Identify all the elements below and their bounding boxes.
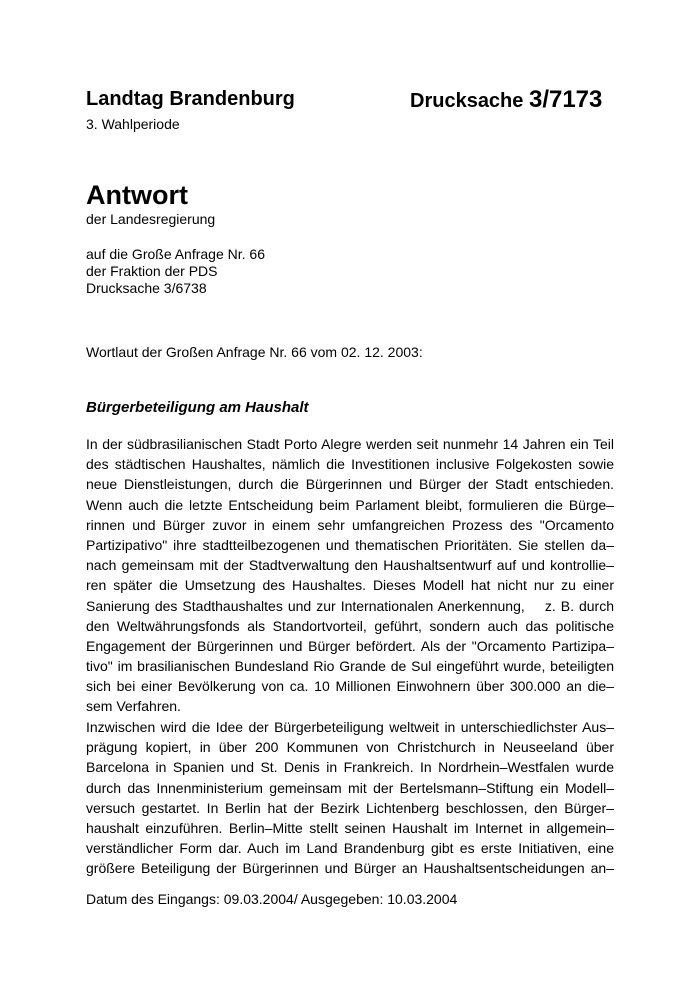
paragraph-line: Inzwischen wird die Idee der Bürgerbeteiligung weltweit in unterschiedlichster Aus– <box>86 719 614 735</box>
paragraph-line: sich bei einer Bevölkerung von ca. 10 Millionen Einwohnern über 300.000 an die– <box>86 678 614 695</box>
paragraph-line: durch das Innenministerium gemeinsam mit der Bertelsmann–Stiftung ein Modell– <box>86 779 614 796</box>
paragraph-line: des städtischen Haushaltes, nämlich die Investitionen inclusive Folgekosten sowie <box>86 456 614 473</box>
doc-line-drucksache: Drucksache 3/6738 <box>86 280 207 296</box>
paragraph-line: größere Beteiligung der Bürgerinnen und Bürger an Haushaltsentscheidungen an– <box>86 860 614 877</box>
document-type-title: Antwort <box>86 180 188 210</box>
paragraph-1 <box>86 434 614 717</box>
paragraph-line: verständlicher Form dar. Auch im Land Brandenburg gibt es erste Initiativen, eine <box>86 840 614 857</box>
paragraph-line: rinnen und Bürger zuvor in einem sehr umfangreichen Prozess des "Orcamento <box>86 516 614 533</box>
wortlaut-line: Wortlaut der Großen Anfrage Nr. 66 vom 02. 12. 2003: <box>86 344 423 360</box>
subject-heading: Bürgerbeteiligung am Haushalt <box>86 399 309 416</box>
paragraph-line: Engagement der Bürgerinnen und Bürger befördert. Als der "Orcamento Partizipa– <box>86 637 614 654</box>
paragraph-line: prägung kopiert, in über 200 Kommunen von Christchurch in Neuseeland über <box>86 739 614 756</box>
paragraph-line: tivo" im brasilianischen Bundesland Rio Grande de Sul eingeführt wurde, beteiligten <box>86 658 614 675</box>
paragraph-line: den Weltwährungsfonds als Standortvorteil, geführt, sondern auch das politische <box>86 617 614 634</box>
paragraph-line: Barcelona in Spanien und St. Denis in Frankreich. In Nordrhein–Westfalen wurde <box>86 759 614 776</box>
drucksache-heading <box>410 86 602 114</box>
paragraph-line: neue Dienstleistungen, durch die Bürgerinnen und Bürger der Stadt entschieden. <box>86 476 614 493</box>
paragraph-line: ren später die Umsetzung des Haushaltes. Dieses Modell hat nicht nur zu einer <box>86 577 614 594</box>
receipt-date-footer: Datum des Eingangs: 09.03.2004/ Ausgegeben: 10.03.2004 <box>86 891 458 907</box>
doc-line-landesregierung: der Landesregierung <box>86 211 216 227</box>
drucksache-label: Drucksache <box>410 90 529 112</box>
paragraph-line: nach gemeinsam mit der Stadtverwaltung den Haushaltsentwurf auf und kontrollie– <box>86 557 614 574</box>
paragraph-line: In der südbrasilianischen Stadt Porto Alegre werden seit nunmehr 14 Jahren ein Teil <box>86 436 614 452</box>
parliament-title: Landtag Brandenburg <box>86 88 295 110</box>
doc-line-anfrage: auf die Große Anfrage Nr. 66 <box>86 246 265 262</box>
paragraph-line: haushalt einzuführen. Berlin–Mitte stellt seinen Haushalt im Internet in allgemein– <box>86 819 614 836</box>
paragraph-line: sem Verfahren. <box>86 698 181 715</box>
paragraph-2 <box>86 717 614 879</box>
doc-line-fraktion: der Fraktion der PDS <box>86 263 218 279</box>
paragraph-line: Partizipativo" ihre stadtteilbezogenen und thematischen Prioritäten. Sie stellen da– <box>86 536 614 553</box>
paragraph-line: Sanierung des Stadthaushaltes und zur Internationalen Anerkennung, z. B. durch <box>86 597 614 614</box>
drucksache-number: 3/7173 <box>528 86 603 113</box>
wahlperiode: 3. Wahlperiode <box>86 116 180 132</box>
paragraph-line: versuch gestartet. In Berlin hat der Bezirk Lichtenberg beschlossen, den Bürger– <box>86 799 614 816</box>
paragraph-line: Wenn auch die letzte Entscheidung beim Parlament bleibt, formulieren die Bürge– <box>86 496 614 513</box>
